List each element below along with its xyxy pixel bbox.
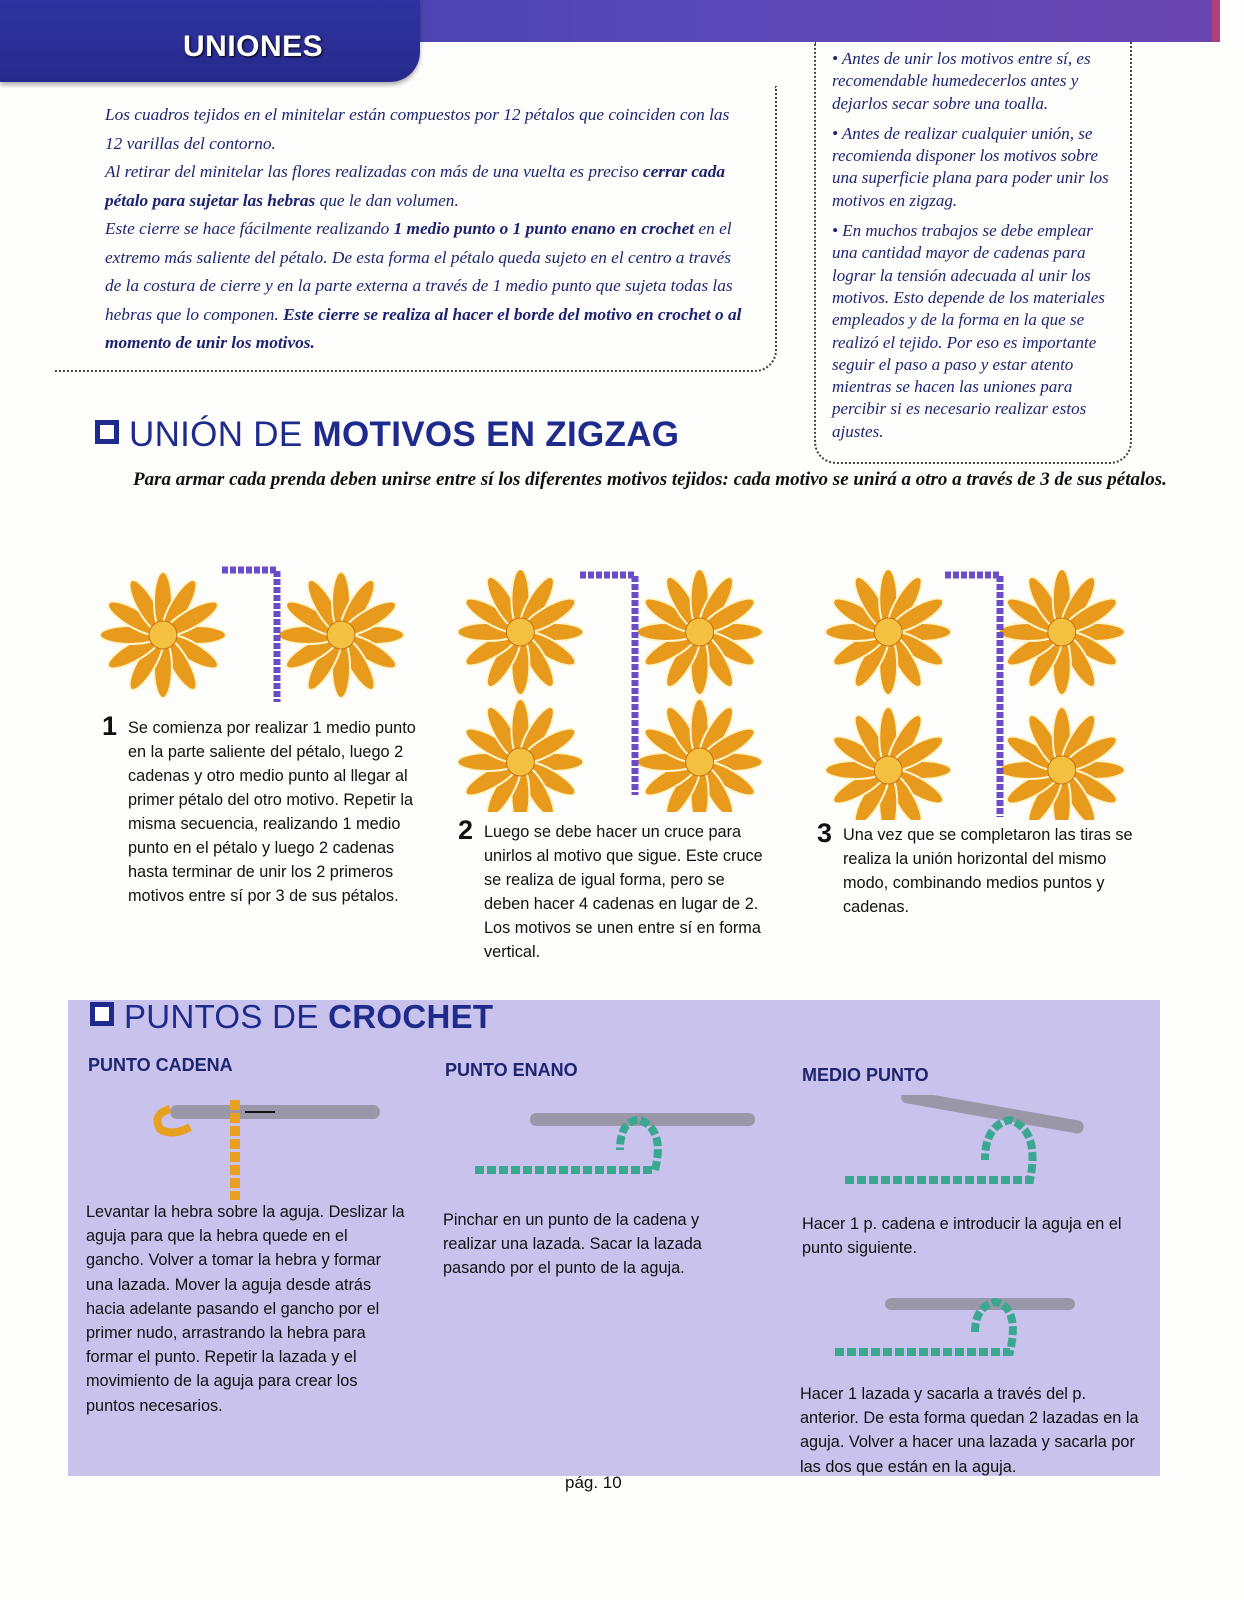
- intro-p2: Al retirar del minitelar las flores realizadas con más de una vuelta es preciso cerrar cada pétalo para sujetar las hebras que le dan volumen.: [105, 162, 725, 210]
- step1-illustration: [93, 565, 411, 705]
- cadena-illustration: [150, 1095, 390, 1205]
- intro-p3: Este cierre se hace fácilmente realizando 1 medio punto o 1 punto enano en crochet en el extremo más saliente del pétalo. De esta forma el pétalo queda sujeto en el centro a través de la costura de cierre y en la parte externa a través de 1 medio punto que sujeta todas las hebras que lo componen. Este cierre se realiza al hacer el borde del motivo en crochet o al momento de unir los motivos.: [105, 219, 742, 352]
- tips-box: [814, 42, 1132, 464]
- enano-illustration: [470, 1105, 760, 1185]
- page-number: pág. 10: [565, 1473, 622, 1492]
- step3-illustration: [820, 570, 1130, 820]
- page-edge: [1212, 0, 1220, 42]
- enano-text: Pinchar en un punto de la cadena y realizar una lazada. Sacar la lazada pasando por el punto de la aguja.: [443, 1211, 702, 1278]
- crochet-heading: PUNTOS DE CROCHET: [90, 998, 493, 1036]
- tip: • Antes de unir los motivos entre sí, es recomendable humedecerlos antes y dejarlos secar sobre una toalla.: [832, 49, 1091, 113]
- intro-box: [55, 86, 777, 372]
- square-bullet-icon: [95, 420, 119, 444]
- section-title: UNIONES: [183, 30, 324, 63]
- medio-text-2: Hacer 1 lazada y sacarla a través del p. anterior. De esta forma quedan 2 lazadas en la aguja. Volver a hacer una lazada y sacarla por las dos que están en la aguja.: [800, 1385, 1139, 1476]
- medio-illustration-2: [830, 1290, 1080, 1365]
- step-2: 2 Luego se debe hacer un cruce para unirlos al motivo que sigue. Este cruce se realiza de igual forma, pero se deben hacer 4 cadenas en lugar de 2. Los motivos se unen entre sí en forma vertical.: [458, 815, 763, 961]
- enano-title: PUNTO ENANO: [445, 1060, 578, 1080]
- step-1: 1 Se comienza por realizar 1 medio punto en la parte saliente del pétalo, luego 2 cadenas y otro medio punto al llegar al primer pétalo del otro motivo. Repetir la misma secuencia, realizando 1 medio punto en el pétalo y luego 2 cadenas hasta terminar de unir los 2 primeros motivos entre sí por 3 de sus pétalos.: [102, 711, 416, 905]
- medio-text-1: Hacer 1 p. cadena e introducir la aguja en el punto siguiente.: [802, 1215, 1122, 1258]
- intro-p1: Los cuadros tejidos en el minitelar están compuestos por 12 pétalos que coinciden con las 12 varillas del contorno.: [105, 105, 730, 153]
- medio-title: MEDIO PUNTO: [802, 1065, 929, 1085]
- section-tab: [0, 0, 420, 82]
- square-bullet-icon: [90, 1002, 114, 1026]
- tip: • Antes de realizar cualquier unión, se recomienda disponer los motivos sobre una superficie plana para poder unir los motivos en zigzag.: [832, 123, 1109, 210]
- step2-illustration: [450, 570, 770, 812]
- cadena-title: PUNTO CADENA: [88, 1055, 233, 1075]
- zigzag-heading: UNIÓN DE MOTIVOS EN ZIGZAG: [95, 415, 679, 455]
- zigzag-subtitle: Para armar cada prenda deben unirse entre sí los diferentes motivos tejidos: cada motivo se unirá a otro a través de 3 de sus pétalos.: [133, 469, 1167, 490]
- tip: • En muchos trabajos se debe emplear una cantidad mayor de cadenas para lograr la tensión adecuada al unir los motivos. Esto depende de los materiales empleados y de la forma en la que se realizó el tejido. Por eso es importante seguir el paso a paso y estar atento mientras se hacen las uniones para percibir si es necesario realizar estos ajustes.: [832, 221, 1105, 441]
- medio-illustration-1: [840, 1095, 1090, 1190]
- cadena-text: Levantar la hebra sobre la aguja. Deslizar la aguja para que la hebra quede en el gancho. Volver a tomar la hebra y formar una lazada. Mover la aguja desde atrás hacia adelante pasando el gancho por el primer nudo, arrastrando la hebra para formar el punto. Repetir la lazada y el movimiento de la aguja para crear los puntos necesarios.: [86, 1203, 405, 1415]
- step-3: 3 Una vez que se completaron las tiras se realiza la unión horizontal del mismo modo, combinando medios puntos y cadenas.: [817, 818, 1133, 916]
